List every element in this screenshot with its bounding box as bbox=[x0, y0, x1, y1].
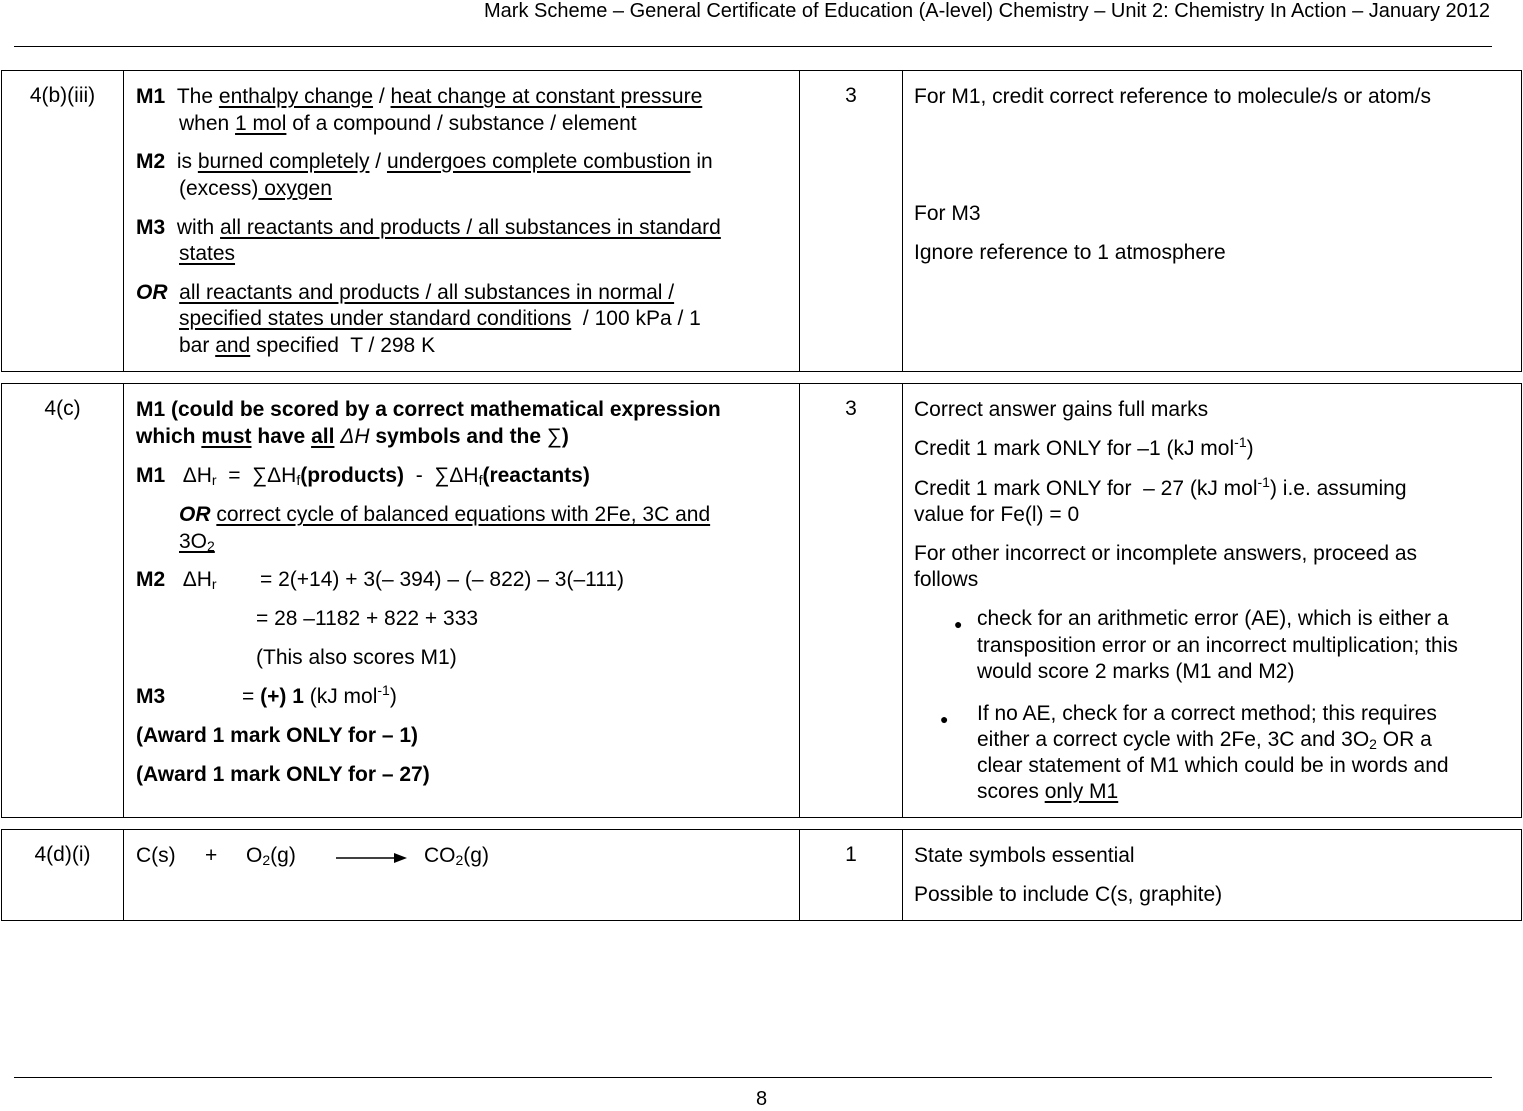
guidance-line: For M1, credit correct reference to molecule/s or atom/s bbox=[914, 85, 1432, 108]
product-co2: $CO_2(g)$ bbox=[424, 844, 489, 868]
guidance-cell bbox=[903, 384, 1521, 817]
answer-line: = 28 –1182 + 822 + 333 bbox=[256, 607, 479, 630]
guidance-line: Credit 1 mark ONLY for –1 (kJ mol$^{-1}$) bbox=[914, 434, 1254, 460]
page-number: 8 bbox=[755, 1088, 768, 1110]
row-4c bbox=[1, 383, 1522, 818]
answer-line: specified states under standard conditions / 100 kPa / 1 bbox=[179, 307, 701, 330]
answer-line: OR correct cycle of balanced equations with 2Fe, 3C and bbox=[179, 503, 711, 526]
answer-line: OR all reactants and products / all substances in normal / bbox=[136, 281, 675, 304]
marks-cell: 3 bbox=[800, 71, 903, 371]
marks-cell: 1 bbox=[800, 830, 903, 920]
answer-line: (Award 1 mark ONLY for – 27) bbox=[136, 763, 430, 786]
answer-line: $3O_2$ bbox=[179, 530, 215, 554]
guidance-line: State symbols essential bbox=[914, 844, 1135, 867]
row-4d-i bbox=[1, 829, 1522, 921]
answer-line: (excess) oxygen bbox=[179, 177, 332, 200]
answer-line: M1 The enthalpy change / heat change at constant pressure bbox=[136, 85, 703, 108]
footer-rule bbox=[14, 1077, 1492, 1078]
guidance-line: Ignore reference to 1 atmosphere bbox=[914, 241, 1226, 264]
answer-line: bar and specified T / 298 K bbox=[179, 334, 436, 357]
answer-line: which must have all ΔH symbols and the ∑) bbox=[136, 425, 569, 448]
answer-line: M1 (could be scored by a correct mathematical expression bbox=[136, 398, 721, 421]
answer-cell bbox=[124, 830, 800, 920]
reactant-oxygen: $O_2(g)$ bbox=[246, 844, 296, 868]
guidance-line: transposition error or an incorrect multiplication; this bbox=[977, 634, 1458, 657]
answer-line: = (+) 1 (kJ mol$^{-1}$) bbox=[242, 682, 397, 708]
guidance-cell bbox=[903, 830, 1521, 920]
page-header: Mark Scheme – General Certificate of Education (A-level) Chemistry – Unit 2: Chemistry In Action – January 2012 bbox=[484, 0, 1490, 22]
guidance-line: either a correct cycle with 2Fe, 3C and $3O_2$ OR a bbox=[977, 728, 1432, 752]
answer-line: M1 $\Delta H_r$ = $\sum\Delta H_f(products)$ - $\sum\Delta H_f(reactants)$ bbox=[136, 464, 590, 488]
answer-line: states bbox=[179, 242, 236, 265]
bullet-icon: ● bbox=[940, 711, 949, 727]
answer-cell bbox=[124, 71, 800, 371]
guidance-line: Possible to include C(s, graphite) bbox=[914, 883, 1223, 906]
answer-line: (Award 1 mark ONLY for – 1) bbox=[136, 724, 419, 747]
reaction-arrow-icon bbox=[336, 849, 408, 867]
bullet-icon: ● bbox=[954, 616, 963, 632]
answer-line: = 2(+14) + 3(– 394) – (– 822) – 3(–111) bbox=[260, 568, 625, 591]
guidance-line: If no AE, check for a correct method; this requires bbox=[977, 702, 1437, 725]
question-number: 4(d)(i) bbox=[2, 830, 124, 920]
guidance-line: Credit 1 mark ONLY for – 27 (kJ mol$^{-1}$) i.e. assuming bbox=[914, 474, 1407, 500]
answer-line: when 1 mol of a compound / substance / element bbox=[179, 112, 637, 135]
answer-cell bbox=[124, 384, 800, 817]
guidance-line: For other incorrect or incomplete answers, proceed as bbox=[914, 542, 1418, 565]
reactant-carbon: C(s) bbox=[136, 844, 176, 867]
answer-line: M3 bbox=[136, 685, 166, 708]
guidance-line: would score 2 marks (M1 and M2) bbox=[977, 660, 1295, 683]
marks-cell: 3 bbox=[800, 384, 903, 817]
guidance-line: check for an arithmetic error (AE), which is either a bbox=[977, 607, 1449, 630]
question-number: 4(b)(iii) bbox=[2, 71, 124, 371]
guidance-line: scores only M1 bbox=[977, 780, 1119, 803]
guidance-line: value for Fe(l) = 0 bbox=[914, 503, 1080, 526]
answer-line: (This also scores M1) bbox=[256, 646, 457, 669]
answer-line: M3 with all reactants and products / all substances in standard bbox=[136, 216, 721, 239]
guidance-line: clear statement of M1 which could be in words and bbox=[977, 754, 1449, 777]
plus-sign: + bbox=[205, 844, 218, 867]
answer-line: M2 $\Delta H_r$ bbox=[136, 568, 217, 592]
guidance-line: Correct answer gains full marks bbox=[914, 398, 1209, 421]
guidance-line: For M3 bbox=[914, 202, 981, 225]
header-rule bbox=[14, 46, 1492, 47]
question-number: 4(c) bbox=[2, 384, 124, 817]
guidance-cell bbox=[903, 71, 1521, 371]
row-4b-iii bbox=[1, 70, 1522, 372]
guidance-line: follows bbox=[914, 568, 979, 591]
answer-line: M2 is burned completely / undergoes complete combustion in bbox=[136, 150, 713, 173]
